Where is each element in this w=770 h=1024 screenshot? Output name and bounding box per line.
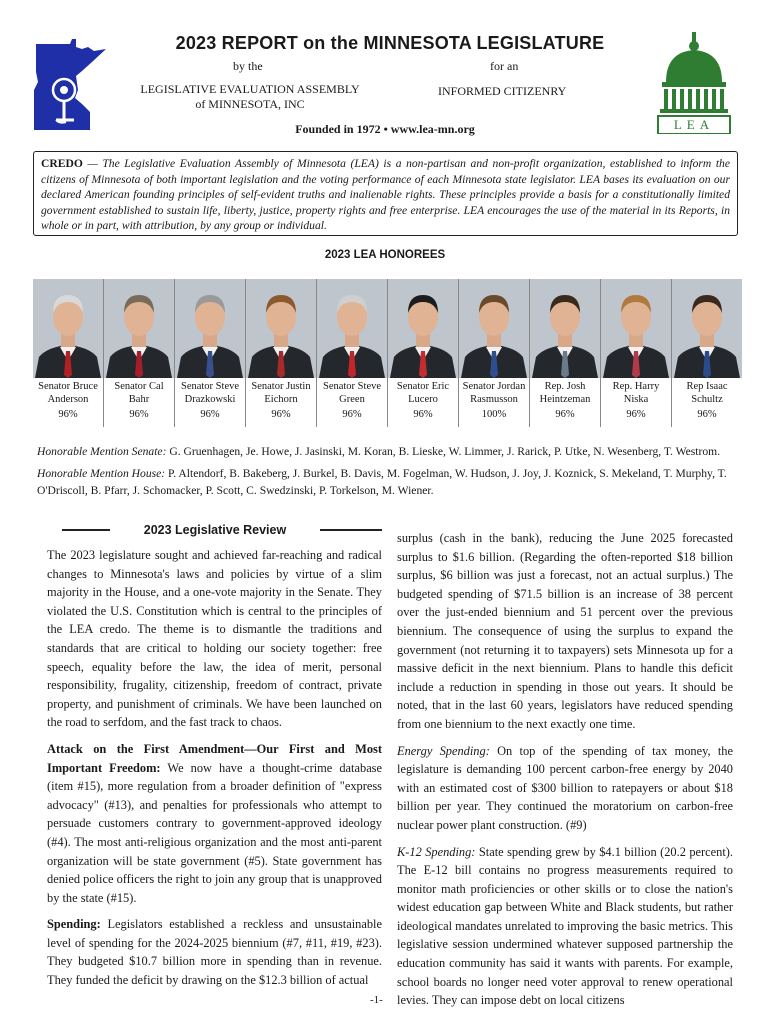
honoree-name: Senator Steve Drazkowski	[180, 381, 240, 405]
credo-label: CREDO	[41, 157, 83, 170]
org-name-line1: LEGISLATIVE EVALUATION ASSEMBLY	[140, 82, 360, 96]
minnesota-map-logo	[30, 38, 110, 132]
spending-label: Spending:	[47, 917, 101, 932]
org-name-line2: of MINNESOTA, INC	[195, 97, 305, 111]
audience-label: INFORMED CITIZENRY	[438, 84, 567, 98]
honoree-card	[601, 279, 672, 427]
lea-logo-text: LEA	[673, 117, 715, 132]
honoree-card	[33, 279, 104, 427]
heading-rule-left	[62, 529, 110, 531]
honoree-name: Senator Bruce Anderson	[38, 381, 98, 405]
review-heading: 2023 Legislative Review	[143, 523, 287, 537]
honoree-name: Senator Eric Lucero	[396, 381, 450, 405]
honoree-name: Senator Justin Eichorn	[251, 381, 311, 405]
honoree-photo	[388, 279, 458, 378]
review-paragraph-first-amendment: Attack on the First Amendment—Our First and Most Important Freedom: We now have a thought-crime database (item #15), more regulation from a broader definition of "express advocacy" (#13), and penalties for professionals who attempt to persuade customers contrary to government-approved ideology (#4). The most anti-religious organization and the most anti-parent organization will be state government (#5). State government has denied police officers the right to join any group that is unapproved by the state (#15).	[47, 741, 383, 905]
review-paragraph-spending: Spending: Legislators established a reckless and unsustainable level of spending for the 2024-2025 biennium (#7, #11, #19, #23). They budgeted $10.7 billion more in spending than in revenue. They funded the deficit by drawing on the $12.3 billion of actual	[47, 917, 382, 988]
credo-box	[33, 151, 738, 236]
review-left-column	[47, 546, 382, 998]
honoree-photo	[175, 279, 245, 378]
honoree-score: 96%	[555, 409, 575, 420]
honoree-photo	[104, 279, 174, 378]
senate-mention-names: G. Gruenhagen, Je. Howe, J. Jasinski, M. Koran, B. Lieske, W. Limmer, J. Rarick, P. Utke, N. Wesenberg, T. Westrom.	[166, 445, 721, 458]
honoree-score: 96%	[58, 409, 78, 420]
honoree-card	[175, 279, 246, 427]
page-number: -1-	[370, 994, 383, 1006]
senate-mention	[37, 443, 747, 460]
honoree-photo	[601, 279, 671, 378]
honoree-photo	[672, 279, 742, 378]
house-mention	[37, 465, 747, 499]
page-title: 2023 REPORT on the MINNESOTA LEGISLATURE	[175, 33, 605, 53]
honoree-photo	[459, 279, 529, 378]
honoree-name: Rep. Josh Heintzeman	[539, 381, 591, 405]
honoree-name: Senator Cal Bahr	[114, 381, 164, 405]
honoree-score: 96%	[697, 409, 717, 420]
honoree-photo	[530, 279, 600, 378]
review-paragraph-energy: Energy Spending: On top of the spending of tax money, the legislature is demanding 100 percent carbon-free energy by 2040 with an estimated cost of $300 billion to ratepayers or about $18 billion per year. They continued the moratorium on carbon-free nuclear power plant construction. (#9)	[397, 743, 733, 832]
senate-mention-label: Honorable Mention Senate:	[37, 445, 167, 458]
honoree-card	[317, 279, 388, 427]
energy-label: Energy Spending:	[397, 743, 490, 758]
honorees-heading: 2023 LEA HONOREES	[324, 249, 446, 261]
review-paragraph-surplus: surplus (cash in the bank), reducing the June 2025 forecasted surplus to $1.6 billion. (Regarding the often-reported $18 billion surplus, $6 billion was just a forecast, not an actual surplus.) The budgeted spending of $71.5 billion is an increase of 38 percent over the just-ended biennium and 51 percent over the previous biennium. The consequence of using the surplus to expand the government (not returning it to taxpayers) sets Minnesota up for a massive deficit in the next biennium. Plans to handle this deficit include a reduction in spending in those out years. It should be noted, that in the last 60 years, legislators have reduced spending from one biennium to the next exactly one time.	[397, 531, 733, 731]
review-paragraph-intro: The 2023 legislature sought and achieved far-reaching and radical changes to Minnesota's laws and policies by virtue of a slim majority in the House, and a one-vote majority in the Senate. They violated the U.S. Constitution which is central to the principles of the LEA credo. The theme is to dismantle the traditions and standards that are critical to holding our society together: free speech, equality before the law, the idea of merit, personal responsibility, frugality, citizenship, freedom of contract, private property, and punishment of criminals. We have been launched on the road to serfdom, and the fast track to chaos.	[47, 548, 382, 730]
first-amendment-label: Attack on the First Amendment—Our First and Most Important Freedom:	[47, 741, 382, 775]
honoree-photo	[317, 279, 387, 378]
honoree-photo	[246, 279, 316, 378]
honoree-card	[246, 279, 317, 427]
honorees-row	[33, 279, 743, 427]
honoree-name: Senator Steve Green	[322, 381, 382, 405]
honoree-name: Rep. Harry Niska	[612, 381, 660, 405]
honoree-score: 96%	[271, 409, 291, 420]
credo-text: — The Legislative Evaluation Assembly of Minnesota (LEA) is a non-partisan and non-profit organization, established to inform the citizens of Minnesota of both important legislation and the voting performance of each Minnesota state legislator. LEA bases its evaluation on our declared American founding principles of self-evident truths and inalienable rights. These principles provide a basis for a constitutionally limited government established to sustain life, liberty, justice, property rights and free enterprise. LEA encourages the use of the material in its Reports, in whole or in part, with attribution, by any group or individual.	[41, 157, 730, 233]
honoree-card	[672, 279, 743, 427]
honoree-name: Senator Jordan Rasmusson	[462, 381, 526, 405]
honoree-card	[104, 279, 175, 427]
honoree-name: Rep Isaac Schultz	[686, 381, 728, 405]
honoree-card	[530, 279, 601, 427]
by-the-label: by the	[233, 59, 263, 73]
heading-rule-right	[320, 529, 382, 531]
honoree-score: 96%	[626, 409, 646, 420]
honoree-score: 96%	[129, 409, 149, 420]
honoree-card	[459, 279, 530, 427]
house-mention-label: Honorable Mention House:	[37, 467, 166, 480]
honoree-score: 96%	[200, 409, 220, 420]
review-paragraph-k12: K-12 Spending: State spending grew by $4.1 billion (20.2 percent). The E-12 bill contains no progress measurements required to monitor math proficiencies or other skills or to close the nation's widest education gap between White and Black students, but rather ideological mandates unrelated to improving the basic metrics. This legislative session undermined whatever supposed partnership the education community has said it wants with parents. For example, school boards no longer need voter approval to renew operational levies. They can impose debt on local citizens	[397, 844, 733, 1008]
org-name	[134, 82, 366, 112]
review-right-column	[397, 529, 733, 1018]
house-mention-names: P. Altendorf, B. Bakeberg, J. Burkel, B. Davis, M. Fogelman, W. Hudson, J. Joy, J. Koznick, S. Mekeland, T. Murphy, T. O'Driscoll, B. Pfarr, J. Schomacker, P. Scott, C. Swedzinski, P. Torkelson, M. Wiener.	[37, 467, 727, 497]
honoree-card	[388, 279, 459, 427]
k12-label: K-12 Spending:	[397, 844, 476, 859]
founded-line: Founded in 1972 • www.lea-mn.org	[295, 122, 475, 136]
honoree-photo	[33, 279, 103, 378]
honoree-score: 96%	[342, 409, 362, 420]
honoree-score: 96%	[413, 409, 433, 420]
for-an-label: for an	[490, 59, 519, 73]
honoree-score: 100%	[481, 409, 507, 420]
